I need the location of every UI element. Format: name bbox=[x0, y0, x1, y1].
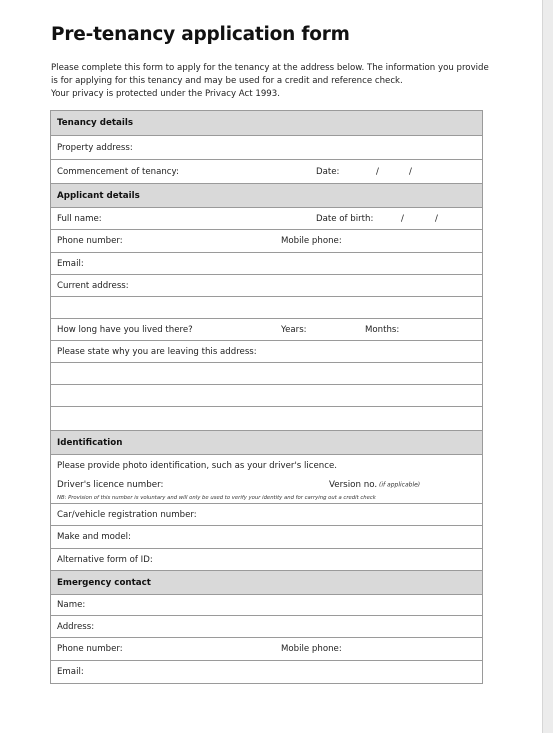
full-name-row[interactable] bbox=[51, 208, 482, 230]
intro-line-3: Your privacy is protected under the Privacy Act 1993. bbox=[51, 89, 280, 99]
photo-id-instruction: Please provide photo identification, such as your driver's licence. bbox=[57, 461, 337, 471]
property-address-label: Property address: bbox=[57, 142, 133, 153]
emergency-email-row[interactable] bbox=[51, 661, 482, 684]
application-form-table bbox=[50, 110, 483, 684]
why-leaving-label: Please state why you are leaving this address: bbox=[57, 346, 257, 357]
page-edge bbox=[542, 0, 553, 733]
intro-line-1: Please complete this form to apply for the tenancy at the address below. The information you provide bbox=[51, 63, 489, 73]
make-model-row[interactable] bbox=[51, 526, 482, 549]
why-leaving-blank-row-1[interactable] bbox=[51, 363, 482, 385]
mobile-phone-label: Mobile phone: bbox=[281, 236, 342, 246]
how-long-label: How long have you lived there? bbox=[57, 324, 193, 335]
email-label: Email: bbox=[57, 258, 84, 269]
emergency-name-row[interactable] bbox=[51, 595, 482, 616]
intro-line-2: is for applying for this tenancy and may be used for a credit and reference check. bbox=[51, 76, 403, 86]
version-no-label: Version no. bbox=[329, 479, 378, 490]
phone-number-label: Phone number: bbox=[57, 236, 123, 246]
current-address-row[interactable] bbox=[51, 275, 482, 297]
years-label: Years: bbox=[281, 324, 307, 335]
emergency-mobile-label: Mobile phone: bbox=[281, 644, 342, 654]
why-leaving-row[interactable] bbox=[51, 341, 482, 363]
emergency-contact-heading: Emergency contact bbox=[57, 577, 151, 588]
how-long-row[interactable] bbox=[51, 319, 482, 341]
emergency-name-label: Name: bbox=[57, 600, 86, 610]
commencement-label: Commencement of tenancy: bbox=[57, 166, 179, 177]
identification-heading: Identification bbox=[57, 437, 123, 448]
property-address-row[interactable] bbox=[51, 136, 482, 160]
current-address-blank-row[interactable] bbox=[51, 297, 482, 319]
applicant-details-heading: Applicant details bbox=[57, 190, 140, 201]
intro-text bbox=[51, 62, 491, 101]
car-registration-row[interactable] bbox=[51, 504, 482, 526]
emergency-email-label: Email: bbox=[57, 667, 84, 677]
why-leaving-blank-row-3[interactable] bbox=[51, 407, 482, 431]
emergency-contact-header bbox=[51, 571, 482, 595]
form-title: Pre-tenancy application form bbox=[51, 24, 350, 45]
make-model-label: Make and model: bbox=[57, 532, 131, 542]
emergency-phone-label: Phone number: bbox=[57, 644, 123, 654]
commencement-row[interactable] bbox=[51, 160, 482, 184]
dob-label: Date of birth: bbox=[316, 213, 374, 224]
current-address-label: Current address: bbox=[57, 280, 129, 291]
alternative-id-label: Alternative form of ID: bbox=[57, 554, 153, 565]
applicant-phone-row[interactable] bbox=[51, 230, 482, 253]
commencement-date-label: Date: bbox=[316, 166, 340, 177]
identification-header bbox=[51, 431, 482, 455]
date-slash-2: / bbox=[409, 166, 412, 177]
tenancy-details-heading: Tenancy details bbox=[57, 118, 133, 128]
why-leaving-blank-row-2[interactable] bbox=[51, 385, 482, 407]
applicant-details-header bbox=[51, 184, 482, 208]
applicant-email-row[interactable] bbox=[51, 253, 482, 275]
dob-slash-2: / bbox=[435, 213, 438, 224]
photo-id-row bbox=[51, 455, 482, 477]
car-registration-label: Car/vehicle registration number: bbox=[57, 509, 197, 520]
date-slash-1: / bbox=[376, 166, 379, 177]
licence-note: NB: Provision of this number is voluntary and will only be used to verify your identity and for carrying out a credit check bbox=[57, 494, 376, 501]
licence-number-label: Driver's licence number: bbox=[57, 479, 164, 490]
if-applicable-label: (if applicable) bbox=[379, 481, 421, 488]
dob-slash-1: / bbox=[401, 213, 404, 224]
months-label: Months: bbox=[365, 324, 400, 335]
emergency-address-label: Address: bbox=[57, 621, 95, 632]
licence-row[interactable] bbox=[51, 477, 482, 492]
full-name-label: Full name: bbox=[57, 213, 102, 224]
licence-note-row bbox=[51, 492, 482, 504]
tenancy-details-header bbox=[51, 111, 482, 136]
emergency-phone-row[interactable] bbox=[51, 638, 482, 661]
alternative-id-row[interactable] bbox=[51, 549, 482, 571]
emergency-address-row[interactable] bbox=[51, 616, 482, 638]
